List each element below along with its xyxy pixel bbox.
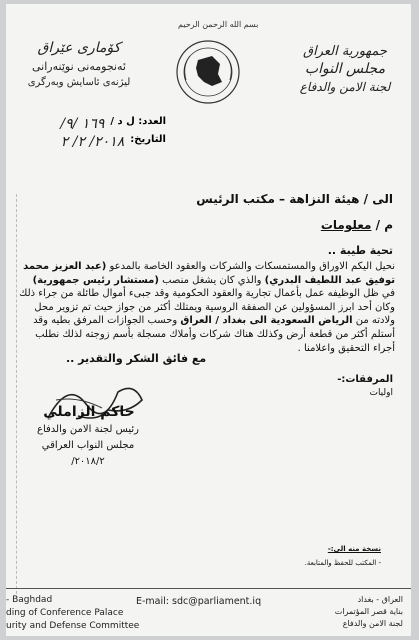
attachments-label: المرفقات:- <box>337 374 393 385</box>
footer-en-line-2: ding of Conference Palace <box>6 608 124 618</box>
greeting: تحية طيبة .. <box>327 244 393 257</box>
paper-edge <box>6 194 17 594</box>
body-part-2: والذي كان يشغل منصب <box>162 274 265 286</box>
kurdish-header-line-3: لیژنه‌ی ئاسایش وبه‌رگری <box>27 77 131 88</box>
signature-date: ٢٠١٨/٢/ <box>71 456 105 467</box>
kurdish-header-line-2: ئه‌نجومه‌نی نوێنه‌رانی <box>32 60 126 73</box>
place-of-birth: الرياض السعودية الى بغداد / العراق <box>180 315 353 327</box>
kurdish-header-line-1: كۆماری عێراق <box>37 40 121 56</box>
date-label: التاريخ: <box>130 134 166 145</box>
body-part-1: نحيل اليكم الاوراق والمستمسكات والشركات والعقود الخاصة بالمدعو <box>109 261 395 272</box>
footer-en-line-1: - Baghdad <box>6 595 53 605</box>
footer-arabic-address <box>335 594 403 630</box>
copy-to-label: نسخة منه الى:- <box>327 545 381 553</box>
footer-ar-line-3: لجنة الامن والدفاع <box>342 619 403 628</box>
letter-page <box>6 4 411 636</box>
signatory-institution: مجلس النواب العراقي <box>41 440 135 451</box>
letter-body <box>17 260 395 355</box>
signatory-name: حاكم الزاملي <box>43 404 135 420</box>
arabic-header-line-1: جمهورية العراق <box>303 44 387 59</box>
arabic-header-line-3: لجنة الامن والدفاع <box>299 80 391 94</box>
subject-line <box>321 218 393 232</box>
subject-value: معلومات <box>320 218 372 232</box>
number-value: ١٦٩ /٩/ <box>60 116 105 132</box>
footer-en-line-3: urity and Defense Committee <box>6 621 140 631</box>
number-label: العدد: ل د / <box>110 116 166 127</box>
subject-label: م / <box>371 218 393 232</box>
handwritten-signature-icon <box>38 370 158 430</box>
body-part-3: في ظل الوظيفه عمل بأعمال تجارية والعقود الحكومية وقد جبىء أموال طائلة من جراء ذلك وكان أحد ابرز المسؤولين عن الصفقة الروسية ويمتلك أكثر من جواز حيث تم تزوير محل ولادته من <box>19 288 395 327</box>
footer-ar-line-2: بناية قصر المؤتمرات <box>334 607 403 616</box>
footer-divider <box>6 588 411 589</box>
copy-to-item: - المكتب للحفظ والمتابعة. <box>304 559 381 567</box>
signatory-title: رئيس لجنة الامن والدفاع <box>37 424 139 435</box>
footer-email: E-mail: sdc@parliament.iq <box>136 596 262 607</box>
date-value: ٢٠١٨/ ٢/ ٢ <box>60 134 125 150</box>
kurdish-header <box>24 40 134 88</box>
arabic-header-line-2: مجلس النواب <box>304 61 386 77</box>
closing-line: مع فائق الشكر والتقدير .. <box>66 352 207 365</box>
subject-person-name: (عبد العزيز محمد توفيق عبد اللطيف البدري) <box>23 261 395 286</box>
person-title: (مستشار رئيس جمهورية) <box>32 274 159 286</box>
recipient-line: الى / هيئة النزاهة – مكتب الرئيس <box>196 192 393 206</box>
iraq-map-seal-icon <box>172 36 244 108</box>
body-part-4: وحسب الجوازات المرفق بطيه وقد أستلم أكثر من قطعة أرض وكذلك هناك شركات وأملاك مسجلة بأسم زوجته لذلك نطلب أجراء التحقيق واعلامنا . <box>33 315 395 354</box>
reference-block <box>26 116 166 150</box>
attachments-value: اوليات <box>369 388 393 398</box>
arabic-header <box>289 44 401 94</box>
basmala: بسم الله الرحمن الرحيم <box>178 20 259 29</box>
footer-english-address <box>6 594 139 633</box>
footer-ar-line-1: العراق - بغداد <box>357 595 403 604</box>
